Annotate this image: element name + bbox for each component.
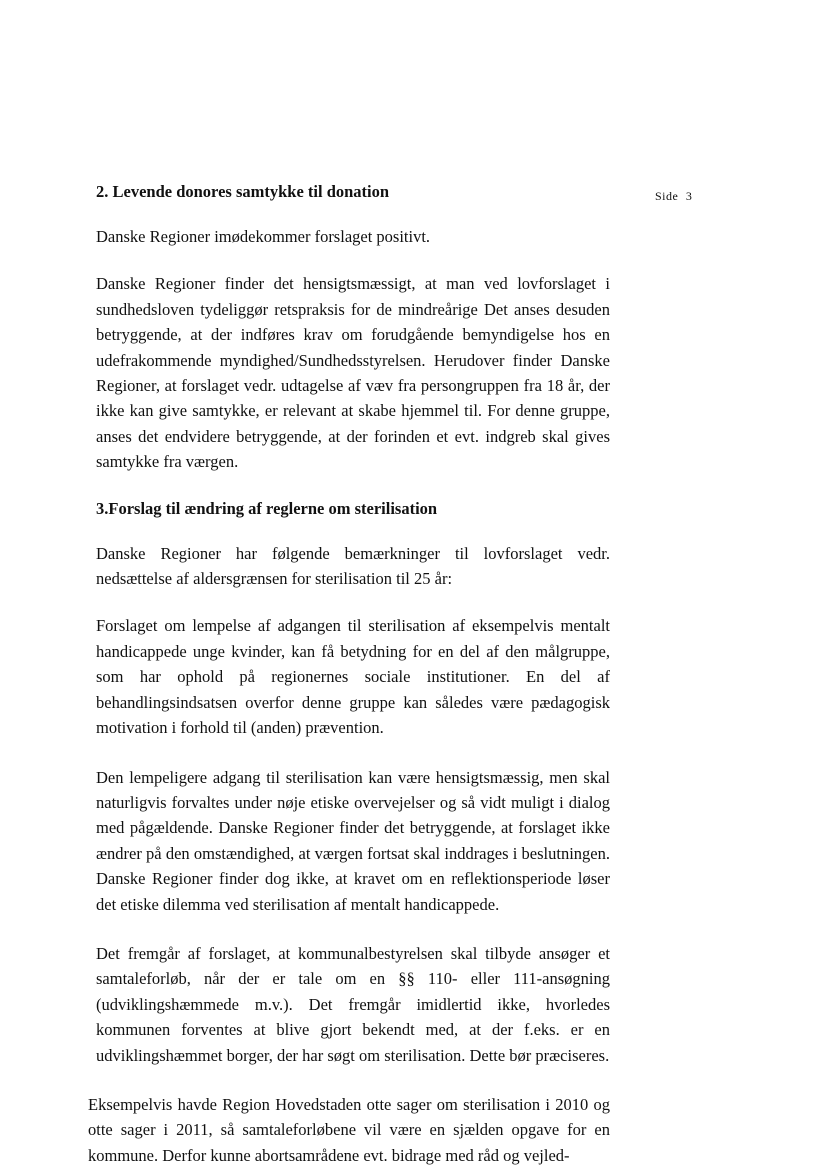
document-body <box>88 180 610 1168</box>
page-number: Side 3 <box>655 189 693 203</box>
paragraph: Det fremgår af forslaget, at kommunalbestyrelsen skal tilbyde ansøger et samtaleforløb, når der er tale om en §§ 110- eller 111-ansøgning (udviklingshæmmede m.v.). Det fremgår imidlertid ikke, hvorledes kommunen forventes at blive gjort bekendt med, at der f.eks. er en udviklingshæmmet borger, der har søgt om sterilisation. Dette bør præciseres. <box>96 943 610 1065</box>
paragraph: Eksempelvis havde Region Hovedstaden otte sager om sterilisation i 2010 og otte sager i 2011, så samtaleforløbene vil være en sjælden opgave for en kommune. Derfor kunne abortsamrådene evt. bidrage med råd og vejled- <box>88 1094 610 1165</box>
paragraph: Den lempeligere adgang til sterilisation kan være hensigtsmæssig, men skal naturligvis forvaltes under nøje etiske overvejelser og så vidt muligt i dialog med pågældende. Danske Regioner finder det betryggende, at forslaget ikke ændrer på den omstændighed, at værgen fortsat skal inddrages i beslutningen. Danske Regioner finder dog ikke, at kravet om en reflektionsperiode løser det etiske dilemma ved sterilisation af mentalt handicappede. <box>96 767 610 914</box>
section-heading: 3.Forslag til ændring af reglerne om sterilisation <box>96 498 438 518</box>
paragraph: Danske Regioner finder det hensigtsmæssigt, at man ved lovforslaget i sundhedsloven tydeliggør retspraksis for de mindreårige Det anses desuden betryggende, at der indføres krav om forudgående bemyndigelse hos en udefrakommende myndighed/Sundhedsstyrelsen. Herudover finder Danske Regioner, at forslaget vedr. udtagelse af væv fra persongruppen fra 18 år, der ikke kan give samtykke, er relevant at skabe hjemmel til. For denne gruppe, anses det endvidere betryggende, at der forinden et evt. indgreb skal gives samtykke fra værgen. <box>96 274 610 472</box>
section-heading: 2. Levende donores samtykke til donation <box>96 182 390 201</box>
paragraph: Danske Regioner imødekommer forslaget positivt. <box>96 227 431 246</box>
paragraph: Forslaget om lempelse af adgangen til sterilisation af eksempelvis mentalt handicappede unge kvinder, kan få betydning for en del af den målgruppe, som har ophold på regionernes sociale institutioner. En del af behandlingsindsatsen overfor denne gruppe kan således være pædagogisk motivation i forhold til (anden) prævention. <box>96 616 610 738</box>
paragraph: Danske Regioner har følgende bemærkninger til lovforslaget vedr. nedsættelse af aldersgrænsen for sterilisation til 25 år: <box>96 543 610 589</box>
